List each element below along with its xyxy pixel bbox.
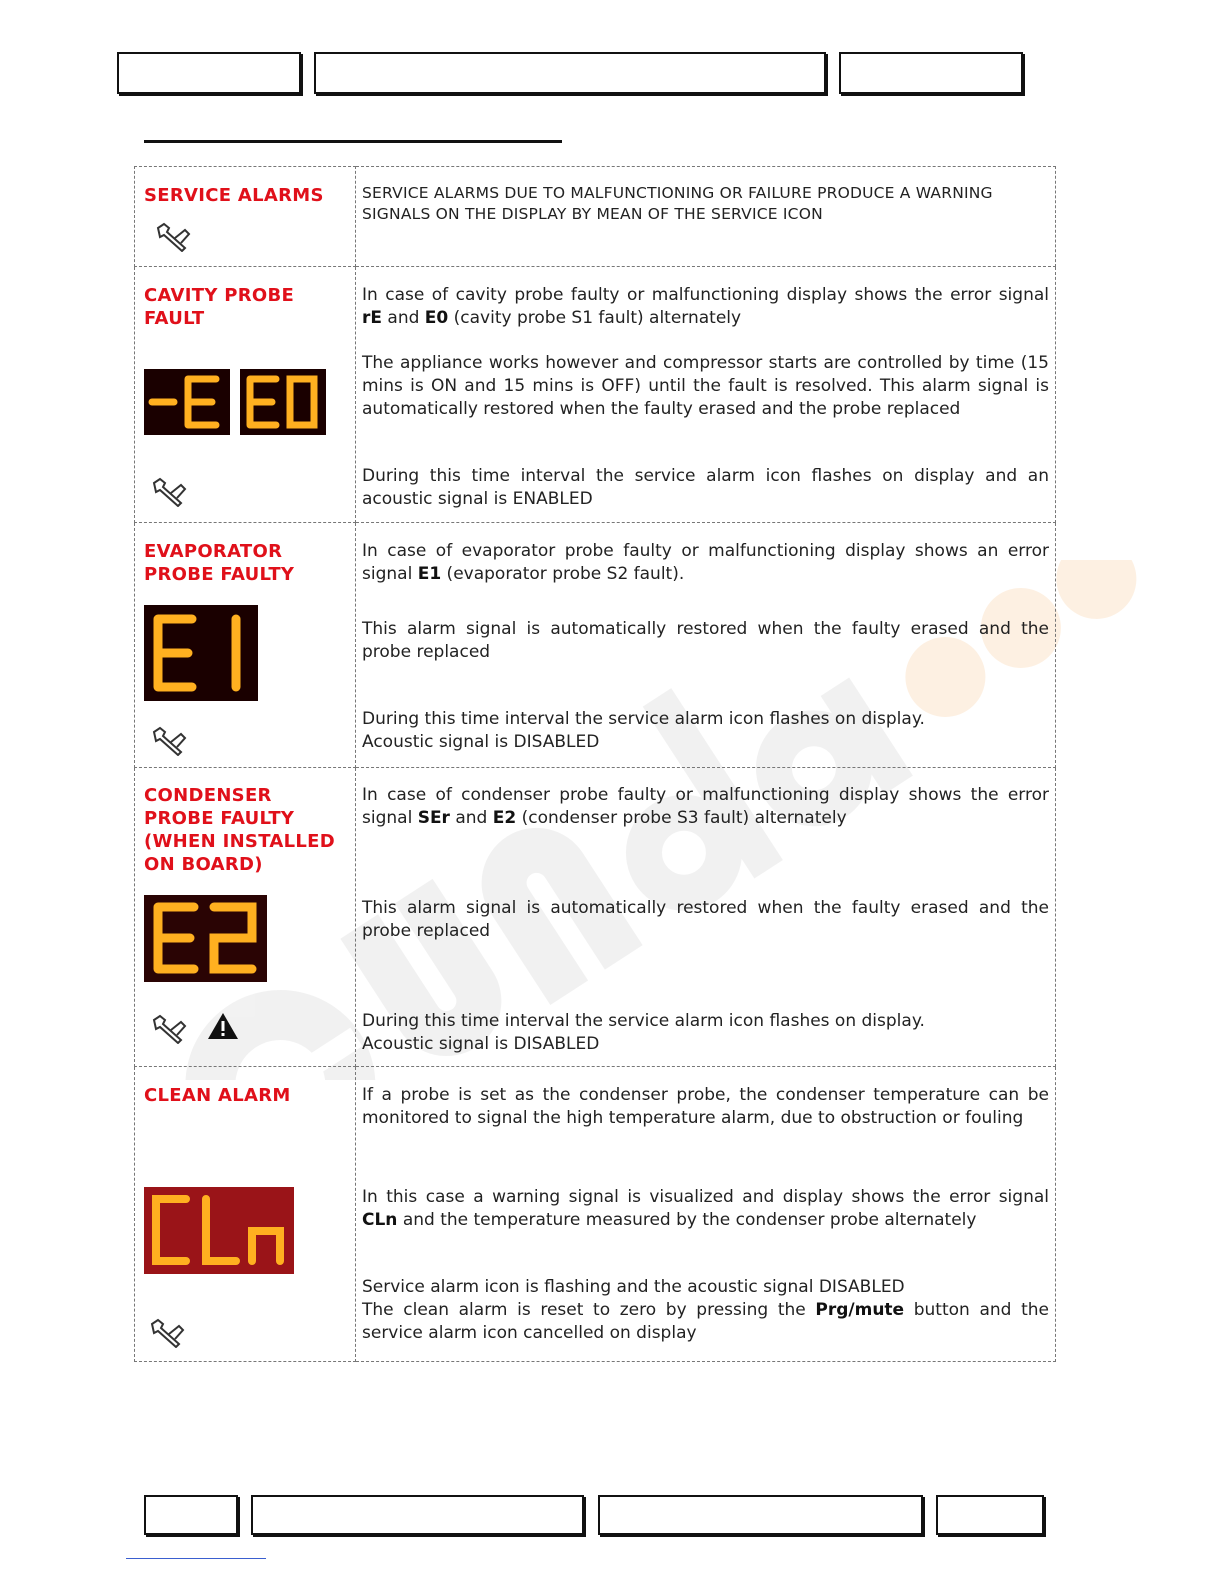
footer-box-1 [144, 1495, 238, 1535]
header-box-center [314, 52, 826, 94]
row-paragraph: If a probe is set as the condenser probe, the condenser temperature can be monitored to signal the high temperature alarm, due to obstruction or fouling [362, 1085, 1049, 1128]
display-image-e2 [144, 895, 267, 982]
row-text-cell [356, 167, 1056, 267]
footer-box-3 [598, 1495, 923, 1535]
row-paragraph: This alarm signal is automatically restored when the faulty erased and the probe replaced [362, 898, 1049, 941]
row-paragraph: This alarm signal is automatically restored when the faulty erased and the probe replaced [362, 619, 1049, 662]
table-row [135, 167, 1056, 267]
wrench-icon [155, 222, 193, 252]
row-title [144, 540, 294, 586]
warning-icon [206, 1011, 240, 1041]
row-title-line: CONDENSER [144, 785, 272, 806]
row-title-line: EVAPORATOR [144, 541, 283, 562]
footer-link-line [126, 1558, 266, 1559]
row-title: CLEAN ALARM [144, 1085, 291, 1106]
footer-box-4 [936, 1495, 1044, 1535]
row-title-line: CAVITY PROBE [144, 285, 295, 306]
row-label-cell [135, 768, 356, 1067]
row-text-cell [356, 267, 1056, 523]
table-row [135, 1067, 1056, 1362]
row-title-line: PROBE FAULTY [144, 564, 295, 585]
table-row [135, 267, 1056, 523]
table-row [135, 523, 1056, 768]
display-image-re [144, 369, 230, 435]
wrench-icon [151, 1014, 189, 1044]
row-description: SERVICE ALARMS DUE TO MALFUNCTIONING OR FAILURE PRODUCE A WARNING SIGNALS ON THE DISPLAY BY MEAN OF THE SERVICE ICON [362, 184, 993, 223]
display-image-e1 [144, 605, 258, 701]
row-title-line: FAULT [144, 308, 205, 329]
row-paragraph: In case of evaporator probe faulty or malfunctioning display shows an error signal E1 (evaporator probe S2 fault). [362, 541, 1049, 584]
row-title-line: (WHEN INSTALLED [144, 831, 335, 852]
row-paragraph: During this time interval the service alarm icon flashes on display. Acoustic signal is DISABLED [362, 1011, 925, 1054]
wrench-icon [149, 1318, 187, 1348]
row-title-line: PROBE FAULTY [144, 808, 295, 829]
header-box-left [117, 52, 301, 94]
row-label-cell [135, 523, 356, 768]
row-title: SERVICE ALARMS [144, 185, 324, 206]
row-paragraph: In case of condenser probe faulty or malfunctioning display shows the error signal SEr and E2 (condenser probe S3 fault) alternately [362, 785, 1049, 828]
row-text-cell [356, 768, 1056, 1067]
row-title [144, 284, 294, 330]
row-text-cell [356, 523, 1056, 768]
section-rule [144, 140, 562, 143]
display-image-cln [144, 1187, 294, 1274]
row-title [144, 784, 335, 876]
row-paragraph: During this time interval the service alarm icon flashes on display. Acoustic signal is DISABLED [362, 709, 925, 752]
row-label-cell [135, 167, 356, 267]
row-paragraph: Service alarm icon is flashing and the acoustic signal DISABLED The clean alarm is reset to zero by pressing the Prg/mute button and the service alarm icon cancelled on display [362, 1277, 1050, 1343]
row-paragraph: In this case a warning signal is visualized and display shows the error signal CLn and the temperature measured by the condenser probe alternately [362, 1187, 1049, 1230]
alarm-table [134, 166, 1056, 1362]
row-paragraph: During this time interval the service alarm icon flashes on display and an acoustic signal is ENABLED [362, 466, 1049, 509]
header-box-right [839, 52, 1023, 94]
row-text-cell [356, 1067, 1056, 1362]
wrench-icon [151, 477, 189, 507]
row-paragraph: In case of cavity probe faulty or malfunctioning display shows the error signal rE and E0 (cavity probe S1 fault) alternately [362, 285, 1049, 328]
footer-box-2 [251, 1495, 584, 1535]
row-paragraph: The appliance works however and compressor starts are controlled by time (15 mins is ON and 15 mins is OFF) until the fault is resolved. This alarm signal is automatically restored when the faulty erased and the probe replaced [362, 353, 1049, 419]
row-label-cell [135, 1067, 356, 1362]
wrench-icon [151, 726, 189, 756]
display-image-e0 [240, 369, 326, 435]
row-label-cell [135, 267, 356, 523]
table-row [135, 768, 1056, 1067]
row-title-line: ON BOARD) [144, 854, 263, 875]
